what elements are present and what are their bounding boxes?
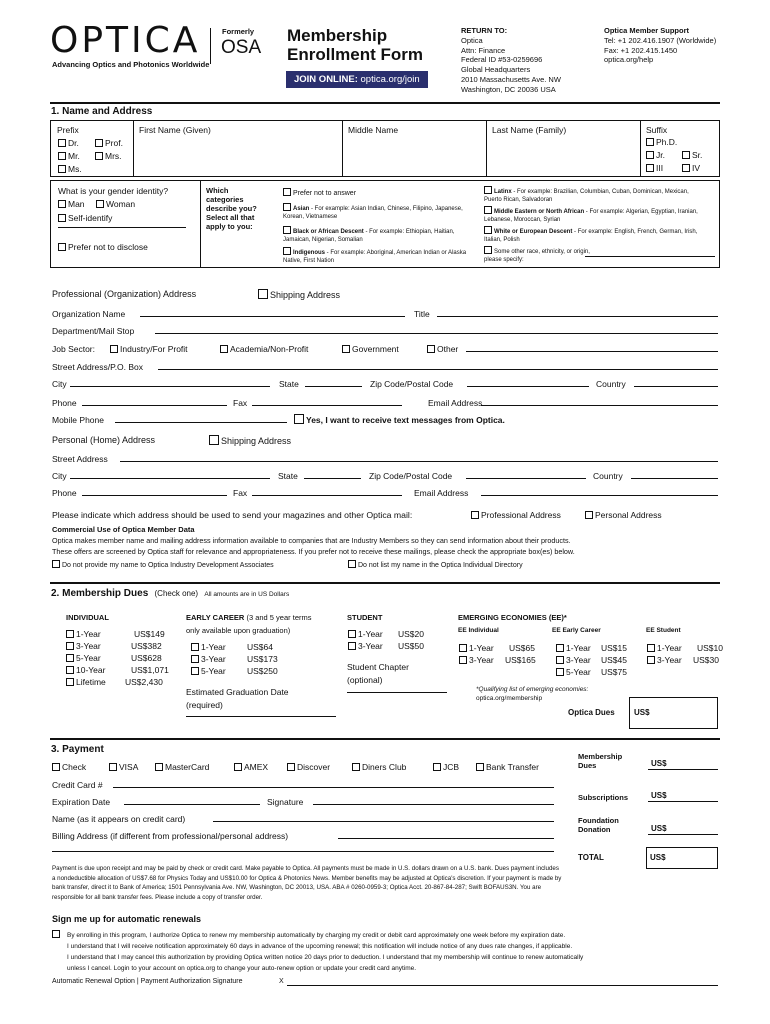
prefix-ms[interactable]: Ms. xyxy=(58,164,82,174)
mobile-label: Mobile Phone xyxy=(52,415,104,425)
pay-discover[interactable]: Discover xyxy=(287,762,330,772)
auto-renew-text: By enrolling in this program, I authorize Optica to renew my membership automatically by charging my credit or debit card approximately one week before my expiration date. I understand that I will receive notification approximately 60 days in advance of the upcoming renewal; this notification will include notice of any dues rate changes, if applicable. I understand that I may cancel this authorization by providing Optica written notice 20 days prior to deduction. I understand that my membership will continue to renew automatically unless I cancel. Login to your account on optica.org to change your auto-renew option or update your credit card anytime. xyxy=(67,932,584,972)
optout-industry[interactable]: Do not provide my name to Optica Industry Development Associates xyxy=(52,560,274,569)
card-number-label: Credit Card # xyxy=(52,780,103,790)
city-label: City xyxy=(52,379,67,389)
last-name-field[interactable]: Last Name (Family) xyxy=(492,125,567,135)
fax-line-personal[interactable] xyxy=(252,495,402,496)
suffix-iii[interactable]: III xyxy=(646,163,663,173)
commercial-title: Commercial Use of Optica Member Data xyxy=(52,525,195,534)
middle-name-field[interactable]: Middle Name xyxy=(348,125,399,135)
ind-10yr[interactable]: 10-Year US$1,071 xyxy=(66,665,176,675)
section2-header: 2. Membership Dues (Check one) All amounts are in US Dollars xyxy=(51,588,290,599)
signature-x: X xyxy=(279,978,284,985)
first-name-field[interactable]: First Name (Given) xyxy=(139,125,211,135)
prof-address-label: Professional (Organization) Address xyxy=(52,289,197,299)
gender-prefer-not[interactable]: Prefer not to disclose xyxy=(58,242,148,252)
email-line[interactable] xyxy=(481,405,718,406)
emerging-title: EMERGING ECONOMIES (EE)* xyxy=(458,613,567,622)
billing-address-line-2[interactable] xyxy=(52,851,554,852)
join-url: optica.org/join xyxy=(360,74,420,85)
street-po-label: Street Address/P.O. Box xyxy=(52,362,144,372)
cat-asian[interactable]: Asian - For example: Asian Indian, Chinese, Filipino, Japanese, Korean, Vietnamese xyxy=(283,203,473,221)
state-label-personal: State xyxy=(278,471,298,481)
prefix-prof[interactable]: Prof. xyxy=(95,138,123,148)
grad-required: (required) xyxy=(186,700,223,710)
billing-address-line[interactable] xyxy=(338,838,554,839)
sector-other[interactable]: Other xyxy=(427,344,458,354)
early-3yr[interactable]: 3-Year US$173 xyxy=(191,654,291,664)
city-label-personal: City xyxy=(52,471,67,481)
street-po-line[interactable] xyxy=(158,369,718,370)
support-line: Tel: +1 202.416.1907 (Worldwide) xyxy=(604,35,717,45)
member-support xyxy=(604,26,716,65)
prefix-mrs[interactable]: Mrs. xyxy=(95,151,122,161)
cat-other[interactable]: Some other race, ethnicity, or origin, please specify: xyxy=(484,246,604,264)
ee-early-1yr[interactable]: 1-Year US$15 xyxy=(556,643,646,653)
section-divider xyxy=(50,738,720,740)
suffix-sr[interactable]: Sr. xyxy=(682,150,702,160)
zip-label-personal: Zip Code/Postal Code xyxy=(369,471,453,481)
ee-student-title: EE Student xyxy=(646,627,681,634)
pay-jcb[interactable]: JCB xyxy=(433,762,459,772)
zip-line-personal[interactable] xyxy=(466,478,586,479)
early-1yr[interactable]: 1-Year US$64 xyxy=(191,642,291,652)
ind-lifetime[interactable]: Lifetime US$2,430 xyxy=(66,677,176,687)
section-divider xyxy=(50,102,720,104)
ee-early-3yr[interactable]: 3-Year US$45 xyxy=(556,655,646,665)
email-line-personal[interactable] xyxy=(481,495,718,496)
fax-line[interactable] xyxy=(252,405,402,406)
grad-date-label: Estimated Graduation Date xyxy=(186,687,289,697)
chapter-optional: (optional) xyxy=(347,675,383,685)
sector-industry[interactable]: Industry/For Profit xyxy=(110,344,188,354)
country-line[interactable] xyxy=(634,386,718,387)
fax-label: Fax xyxy=(233,398,248,408)
org-name-label: Organization Name xyxy=(52,309,126,319)
auto-renew-checkbox[interactable] xyxy=(52,930,62,939)
pay-visa[interactable]: VISA xyxy=(109,762,138,772)
dept-label: Department/Mail Stop xyxy=(52,326,135,336)
return-line: Global Headquarters xyxy=(461,65,531,75)
early-5yr[interactable]: 5-Year US$250 xyxy=(191,666,291,676)
suffix-iv[interactable]: IV xyxy=(682,163,700,173)
formerly-label: Formerly xyxy=(222,27,255,36)
optica-logo: OPTICA xyxy=(50,20,201,61)
cat-latinx[interactable]: Latinx - For example: Brazilian, Columbian, Cuban, Dominican, Mexican, Puerto Rican, Salvadoran xyxy=(484,186,704,204)
auto-renew-signature-label: Automatic Renewal Option | Payment Authorization Signature xyxy=(52,978,243,985)
phone-line-personal[interactable] xyxy=(82,495,227,496)
gender-woman[interactable]: Woman xyxy=(96,199,135,209)
return-address xyxy=(461,26,561,95)
pay-mastercard[interactable]: MasterCard xyxy=(155,762,209,772)
subscriptions-usd: US$ xyxy=(651,791,667,800)
ind-1yr[interactable]: 1-Year US$149 xyxy=(66,629,176,639)
ind-5yr[interactable]: 5-Year US$628 xyxy=(66,653,176,663)
street-label: Street Address xyxy=(52,454,108,464)
country-line-personal[interactable] xyxy=(631,478,718,479)
state-line[interactable] xyxy=(305,386,362,387)
prefix-dr[interactable]: Dr. xyxy=(58,138,79,148)
student-1yr[interactable]: 1-Year US$20 xyxy=(348,629,438,639)
optica-dues-label: Optica Dues xyxy=(568,708,615,717)
sector-academia[interactable]: Academia/Non-Profit xyxy=(220,344,308,354)
mobile-line[interactable] xyxy=(115,422,287,423)
gender-man[interactable]: Man xyxy=(58,199,85,209)
card-number-line[interactable] xyxy=(113,787,554,788)
sector-government[interactable]: Government xyxy=(342,344,399,354)
fax-label-personal: Fax xyxy=(233,488,248,498)
commercial-text-1: Optica makes member name and mailing address information available to companies that are Industry Members so they can send information about their products. xyxy=(52,536,571,545)
mail-personal[interactable]: Personal Address xyxy=(585,510,662,520)
job-sector-label: Job Sector: xyxy=(52,344,95,354)
total-label: TOTAL xyxy=(578,853,604,862)
gender-question: What is your gender identity? xyxy=(58,186,169,196)
membership-dues-label: Membership Dues xyxy=(578,752,623,770)
grad-date-line[interactable] xyxy=(186,716,336,717)
auto-renew-title: Sign me up for automatic renewals xyxy=(52,914,202,924)
return-line: Optica xyxy=(461,35,483,45)
city-line-personal[interactable] xyxy=(70,478,270,479)
name-on-card-label: Name (as it appears on credit card) xyxy=(52,814,186,824)
cat-black[interactable]: Black or African Descent - For example: Ethiopian, Haitian, Jamaican, Nigerian, Somalian xyxy=(283,226,473,244)
mail-professional[interactable]: Professional Address xyxy=(471,510,561,520)
membership-dues-usd: US$ xyxy=(651,759,667,768)
ee-ind-3yr[interactable]: 3-Year US$165 xyxy=(459,655,549,665)
optica-dues-value: US$ xyxy=(634,708,650,717)
name-on-card-line[interactable] xyxy=(213,821,554,822)
logo-divider xyxy=(210,28,211,64)
return-line: Federal ID #53-0259696 xyxy=(461,55,543,65)
chapter-line[interactable] xyxy=(347,692,447,693)
early-career-title: EARLY CAREER (3 and 5 year terms xyxy=(186,613,312,622)
billing-address-label: Billing Address (if different from professional/personal address) xyxy=(52,831,289,841)
early-career-note: only available upon graduation) xyxy=(186,626,291,635)
student-title: STUDENT xyxy=(347,613,383,622)
ee-early-title: EE Early Career xyxy=(552,627,601,634)
student-3yr[interactable]: 3-Year US$50 xyxy=(348,641,438,651)
pay-amex[interactable]: AMEX xyxy=(234,762,268,772)
suffix-phd[interactable]: Ph.D. xyxy=(646,137,677,147)
return-line: 2010 Massachusetts Ave. NW xyxy=(461,74,561,84)
zip-label: Zip Code/Postal Code xyxy=(370,379,454,389)
pay-check[interactable]: Check xyxy=(52,762,86,772)
personal-shipping-checkbox[interactable]: Shipping Address xyxy=(209,435,291,446)
foundation-label: Foundation Donation xyxy=(578,816,619,834)
ee-individual-title: EE Individual xyxy=(458,627,499,634)
tagline: Advancing Optics and Photonics Worldwide xyxy=(52,60,210,69)
ee-student-1yr[interactable]: 1-Year US$10 xyxy=(647,643,727,653)
pay-bank-transfer[interactable]: Bank Transfer xyxy=(476,762,539,772)
personal-address-label: Personal (Home) Address xyxy=(52,435,156,445)
support-line: optica.org/help xyxy=(604,55,654,65)
ee-note: *Qualifying list of emerging economies: optica.org/membership xyxy=(476,686,589,702)
zip-line[interactable] xyxy=(467,386,589,387)
section-divider xyxy=(50,582,720,584)
phone-line[interactable] xyxy=(82,405,227,406)
country-label-personal: Country xyxy=(593,471,623,481)
category-question: Which categories describe you? Select all that apply to you: xyxy=(206,186,257,231)
support-line: Fax: +1 202.415.1450 xyxy=(604,45,678,55)
individual-title: INDIVIDUAL xyxy=(66,613,109,622)
street-line[interactable] xyxy=(120,461,718,462)
section1-title: 1. Name and Address xyxy=(51,106,153,117)
gender-self-identify[interactable]: Self-identify xyxy=(58,213,112,223)
prof-shipping-checkbox[interactable]: Shipping Address xyxy=(258,289,340,300)
join-prefix: JOIN ONLINE: xyxy=(294,74,358,85)
exp-date-label: Expiration Date xyxy=(52,797,111,807)
return-line: Attn: Finance xyxy=(461,45,506,55)
suffix-label: Suffix xyxy=(646,125,668,135)
foundation-usd: US$ xyxy=(651,824,667,833)
state-label: State xyxy=(279,379,299,389)
return-to-label: RETURN TO: xyxy=(461,26,508,35)
ee-student-3yr[interactable]: 3-Year US$30 xyxy=(647,655,727,665)
auto-renew-signature-line[interactable] xyxy=(287,985,718,986)
phone-label-personal: Phone xyxy=(52,488,77,498)
state-line-personal[interactable] xyxy=(304,478,361,479)
form-title-line1: Membership xyxy=(287,26,388,45)
cat-indigenous[interactable]: Indigenous - For example: Aboriginal, American Indian or Alaska Native, First Nation xyxy=(283,247,473,265)
subscriptions-line[interactable] xyxy=(648,801,718,802)
subscriptions-label: Subscriptions xyxy=(578,793,629,802)
org-name-line[interactable] xyxy=(140,316,405,317)
ee-early-5yr[interactable]: 5-Year US$75 xyxy=(556,667,646,677)
cat-prefer-not[interactable]: Prefer not to answer xyxy=(283,188,356,197)
join-online-link[interactable] xyxy=(286,71,428,88)
ee-ind-1yr[interactable]: 1-Year US$65 xyxy=(459,643,549,653)
city-line[interactable] xyxy=(70,386,270,387)
exp-date-line[interactable] xyxy=(124,804,260,805)
ind-3yr[interactable]: 3-Year US$382 xyxy=(66,641,176,651)
title-line[interactable] xyxy=(437,316,718,317)
title-label: Title xyxy=(414,309,430,319)
dept-line[interactable] xyxy=(155,333,718,334)
foundation-line[interactable] xyxy=(648,834,718,835)
return-line: Washington, DC 20036 USA xyxy=(461,84,556,94)
prefix-label: Prefix xyxy=(57,125,79,135)
form-title-line2: Enrollment Form xyxy=(287,45,424,64)
membership-dues-line[interactable] xyxy=(648,769,718,770)
commercial-text-2: These offers are screened by Optica staff for relevance and appropriateness. If you prefer not to receive these mailings, please check the appropriate box(es) below. xyxy=(52,547,575,556)
email-label-personal: Email Address xyxy=(414,488,469,498)
support-title: Optica Member Support xyxy=(604,26,690,35)
pay-diners[interactable]: Diners Club xyxy=(352,762,406,772)
email-label: Email Address xyxy=(428,398,483,408)
mail-preference-text: Please indicate which address should be used to send your magazines and other Optica mail: xyxy=(52,510,413,520)
cat-white[interactable]: White or European Descent - For example: English, French, German, Irish, Italian, Polish xyxy=(484,226,704,244)
chapter-label: Student Chapter xyxy=(347,662,409,672)
suffix-jr[interactable]: Jr. xyxy=(646,150,665,160)
sms-optin-checkbox[interactable]: Yes, I want to receive text messages from Optica. xyxy=(294,414,505,425)
cat-mena[interactable]: Middle Eastern or North African - For example: Algerian, Egyptian, Iranian, Lebanese, Moroccan, Syrian xyxy=(484,206,704,224)
payment-note: Payment is due upon receipt and may be paid by check or credit card. Make payable to Optica. All payments must be made in U.S. dollars drawn on a U.S. bank. Dues payment includes a nondeductible allocation of US$7.68 for Physics Today and US$10.00 for Optica & Photonics News. Member benefits may be adjusted at Optica's discretion. If your payment is made by bank transfer, direct it to Bank of America; 1501 Pennsylvania Ave. NW, Washington, DC 20013, USA. ABA # 0260-0959-3; Optica Acct. 20-867-84-287; Swift BOFAUS3N. You are responsible for all bank transfer fees. Please include a copy of transfer order. xyxy=(52,865,562,901)
signature-line[interactable] xyxy=(313,804,554,805)
optout-directory[interactable]: Do not list my name in the Optica Individual Directory xyxy=(348,560,523,569)
prefix-mr[interactable]: Mr. xyxy=(58,151,80,161)
total-usd: US$ xyxy=(650,853,666,862)
country-label: Country xyxy=(596,379,626,389)
osa-logo: OSA xyxy=(221,37,262,58)
signature-label: Signature xyxy=(267,797,304,807)
phone-label: Phone xyxy=(52,398,77,408)
section3-title: 3. Payment xyxy=(51,744,104,755)
